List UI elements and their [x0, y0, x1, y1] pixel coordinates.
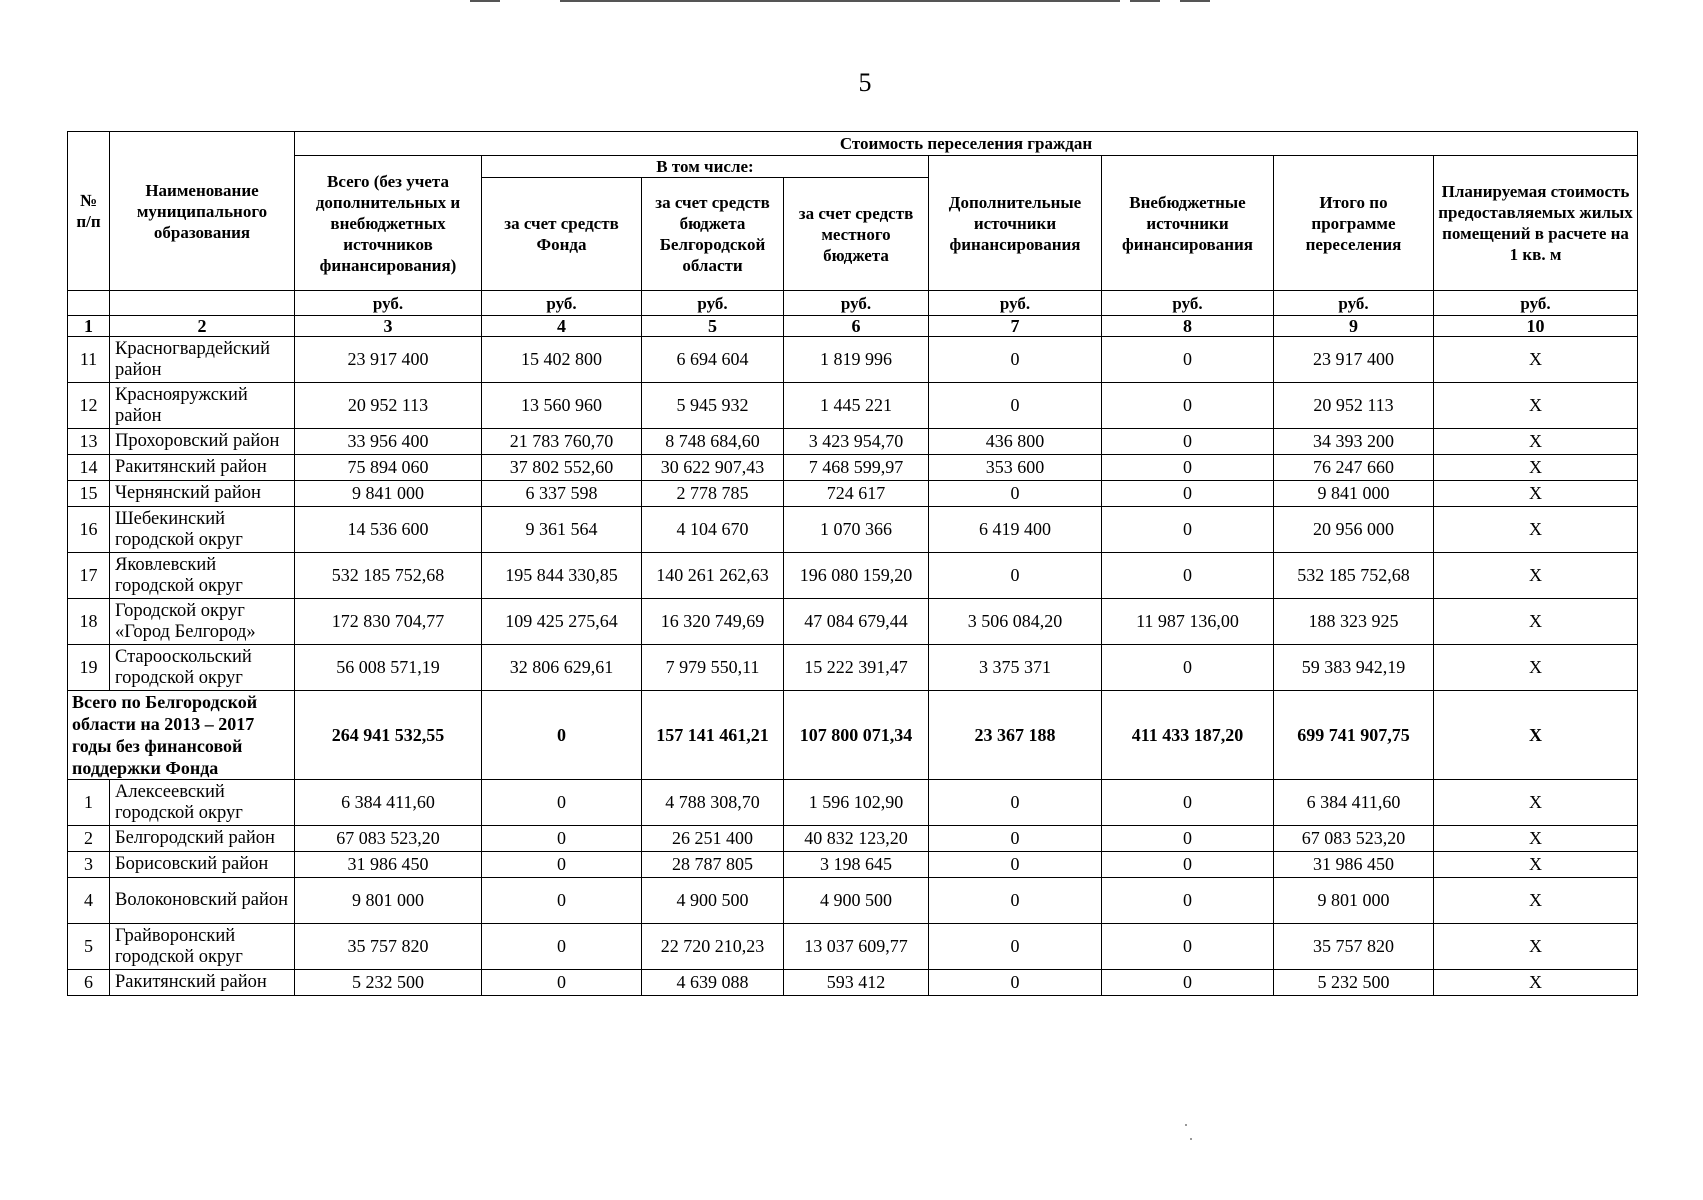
- cell-c4: 32 806 629,61: [482, 645, 642, 691]
- column-number: 1: [68, 316, 110, 337]
- cell-c8: 0: [1102, 481, 1274, 507]
- column-numbers-row: [68, 316, 1638, 337]
- total-c9: 699 741 907,75: [1274, 691, 1434, 780]
- cell-c7: 3 506 084,20: [929, 599, 1102, 645]
- cell-c6: 3 423 954,70: [784, 429, 929, 455]
- cell-c8: 0: [1102, 780, 1274, 826]
- cell-c5: 4 900 500: [642, 878, 784, 924]
- cell-c5: 4 104 670: [642, 507, 784, 553]
- cell-c10: X: [1434, 429, 1638, 455]
- total-c5: 157 141 461,21: [642, 691, 784, 780]
- row-number: 6: [68, 970, 110, 996]
- table-row: [68, 924, 1638, 970]
- municipality-name: Красногвардейский район: [110, 337, 295, 383]
- cell-c6: 1 445 221: [784, 383, 929, 429]
- row-number: 1: [68, 780, 110, 826]
- municipality-name: Ракитянский район: [110, 970, 295, 996]
- cell-c5: 26 251 400: [642, 826, 784, 852]
- cell-c9: 76 247 660: [1274, 455, 1434, 481]
- header-including: В том числе:: [482, 156, 929, 178]
- cell-c10: X: [1434, 553, 1638, 599]
- table-row: [68, 481, 1638, 507]
- unit-empty: [68, 291, 110, 316]
- cell-c3: 75 894 060: [295, 455, 482, 481]
- cell-c7: 0: [929, 852, 1102, 878]
- cell-c10: X: [1434, 337, 1638, 383]
- cell-c10: X: [1434, 780, 1638, 826]
- cell-c9: 532 185 752,68: [1274, 553, 1434, 599]
- column-number: 5: [642, 316, 784, 337]
- column-number: 6: [784, 316, 929, 337]
- unit-label: руб.: [295, 291, 482, 316]
- cell-c4: 109 425 275,64: [482, 599, 642, 645]
- row-number: 2: [68, 826, 110, 852]
- cell-c9: 67 083 523,20: [1274, 826, 1434, 852]
- header-name: Наименование муниципального образования: [110, 132, 295, 291]
- municipality-name: Грайворонский городской округ: [110, 924, 295, 970]
- total-c6: 107 800 071,34: [784, 691, 929, 780]
- row-number: 19: [68, 645, 110, 691]
- unit-label: руб.: [1102, 291, 1274, 316]
- cell-c4: 0: [482, 780, 642, 826]
- cell-c8: 0: [1102, 924, 1274, 970]
- cell-c8: 0: [1102, 645, 1274, 691]
- cell-c3: 5 232 500: [295, 970, 482, 996]
- cell-c4: 13 560 960: [482, 383, 642, 429]
- cell-c5: 2 778 785: [642, 481, 784, 507]
- cell-c6: 40 832 123,20: [784, 826, 929, 852]
- cell-c3: 14 536 600: [295, 507, 482, 553]
- column-number: 8: [1102, 316, 1274, 337]
- municipality-name: Волоконовский район: [110, 878, 295, 924]
- table-row: [68, 507, 1638, 553]
- municipality-name: Белгородский район: [110, 826, 295, 852]
- municipality-name: Алексеевский городской округ: [110, 780, 295, 826]
- header-cost-group: Стоимость переселения граждан: [295, 132, 1638, 156]
- cell-c10: X: [1434, 826, 1638, 852]
- scan-edge-line: [560, 0, 1120, 2]
- cell-c8: 0: [1102, 852, 1274, 878]
- cell-c7: 0: [929, 553, 1102, 599]
- cell-c6: 15 222 391,47: [784, 645, 929, 691]
- cell-c4: 0: [482, 924, 642, 970]
- unit-empty: [110, 291, 295, 316]
- cell-c10: X: [1434, 924, 1638, 970]
- total-c4: 0: [482, 691, 642, 780]
- header-local: за счет средств местного бюджета: [784, 178, 929, 291]
- unit-label: руб.: [1274, 291, 1434, 316]
- cell-c7: 353 600: [929, 455, 1102, 481]
- table-body: [68, 337, 1638, 996]
- table-row: [68, 383, 1638, 429]
- cell-c4: 9 361 564: [482, 507, 642, 553]
- cell-c9: 20 956 000: [1274, 507, 1434, 553]
- cell-c3: 9 801 000: [295, 878, 482, 924]
- cell-c10: X: [1434, 970, 1638, 996]
- scan-edge-line: [1130, 0, 1160, 2]
- cell-c10: X: [1434, 481, 1638, 507]
- cell-c7: 0: [929, 780, 1102, 826]
- cell-c8: 0: [1102, 455, 1274, 481]
- header-fund: за счет средств Фонда: [482, 178, 642, 291]
- table-row: [68, 553, 1638, 599]
- table-row: [68, 852, 1638, 878]
- cell-c3: 23 917 400: [295, 337, 482, 383]
- cell-c4: 21 783 760,70: [482, 429, 642, 455]
- cell-c9: 31 986 450: [1274, 852, 1434, 878]
- cell-c4: 0: [482, 970, 642, 996]
- cell-c10: X: [1434, 852, 1638, 878]
- row-number: 17: [68, 553, 110, 599]
- table-row: [68, 826, 1638, 852]
- municipality-name: Краснояружский район: [110, 383, 295, 429]
- cell-c7: 436 800: [929, 429, 1102, 455]
- cell-c3: 56 008 571,19: [295, 645, 482, 691]
- cell-c4: 6 337 598: [482, 481, 642, 507]
- total-label: Всего по Белгородской области на 2013 – 2017 годы без финансовой поддержки Фонда: [68, 691, 295, 780]
- municipality-name: Чернянский район: [110, 481, 295, 507]
- column-number: 9: [1274, 316, 1434, 337]
- header-planned-cost: Планируемая стоимость предоставляемых жилых помещений в расчете на 1 кв. м: [1434, 156, 1638, 291]
- cell-c3: 9 841 000: [295, 481, 482, 507]
- municipality-name: Борисовский район: [110, 852, 295, 878]
- cell-c7: 0: [929, 337, 1102, 383]
- cell-c6: 47 084 679,44: [784, 599, 929, 645]
- table-row: [68, 878, 1638, 924]
- cell-c10: X: [1434, 878, 1638, 924]
- cell-c3: 31 986 450: [295, 852, 482, 878]
- row-number: 13: [68, 429, 110, 455]
- cell-c9: 9 841 000: [1274, 481, 1434, 507]
- cell-c8: 0: [1102, 553, 1274, 599]
- header-additional: Дополнительные источники финансирования: [929, 156, 1102, 291]
- row-number: 15: [68, 481, 110, 507]
- cell-c3: 6 384 411,60: [295, 780, 482, 826]
- cell-c5: 16 320 749,69: [642, 599, 784, 645]
- cell-c8: 0: [1102, 878, 1274, 924]
- cell-c5: 28 787 805: [642, 852, 784, 878]
- cell-c3: 67 083 523,20: [295, 826, 482, 852]
- scan-edge-line: [470, 0, 500, 2]
- row-number: 5: [68, 924, 110, 970]
- cell-c6: 13 037 609,77: [784, 924, 929, 970]
- cell-c7: 6 419 400: [929, 507, 1102, 553]
- cell-c4: 195 844 330,85: [482, 553, 642, 599]
- cell-c10: X: [1434, 599, 1638, 645]
- total-c8: 411 433 187,20: [1102, 691, 1274, 780]
- table-row: [68, 337, 1638, 383]
- cell-c9: 5 232 500: [1274, 970, 1434, 996]
- cell-c7: 0: [929, 826, 1102, 852]
- cell-c4: 15 402 800: [482, 337, 642, 383]
- row-number: 12: [68, 383, 110, 429]
- column-number: 7: [929, 316, 1102, 337]
- row-number: 18: [68, 599, 110, 645]
- cell-c4: 0: [482, 826, 642, 852]
- scan-speck: [1190, 1138, 1192, 1140]
- table-row: [68, 645, 1638, 691]
- cell-c6: 724 617: [784, 481, 929, 507]
- unit-label: руб.: [642, 291, 784, 316]
- cell-c8: 0: [1102, 337, 1274, 383]
- cell-c10: X: [1434, 507, 1638, 553]
- cell-c3: 172 830 704,77: [295, 599, 482, 645]
- table-row: [68, 780, 1638, 826]
- column-number: 3: [295, 316, 482, 337]
- cell-c8: 0: [1102, 507, 1274, 553]
- cell-c6: 1 070 366: [784, 507, 929, 553]
- cell-c5: 4 788 308,70: [642, 780, 784, 826]
- unit-label: руб.: [1434, 291, 1638, 316]
- municipality-name: Яковлевский городской округ: [110, 553, 295, 599]
- unit-label: руб.: [482, 291, 642, 316]
- cell-c8: 0: [1102, 970, 1274, 996]
- cell-c10: X: [1434, 455, 1638, 481]
- cell-c7: 3 375 371: [929, 645, 1102, 691]
- cell-c3: 20 952 113: [295, 383, 482, 429]
- cell-c9: 35 757 820: [1274, 924, 1434, 970]
- row-number: 4: [68, 878, 110, 924]
- total-c3: 264 941 532,55: [295, 691, 482, 780]
- header-program-total: Итого по программе переселения: [1274, 156, 1434, 291]
- column-number: 2: [110, 316, 295, 337]
- page-number: 5: [858, 68, 872, 97]
- table-row: [68, 429, 1638, 455]
- cell-c10: X: [1434, 383, 1638, 429]
- scan-speck: [1185, 1124, 1187, 1126]
- resettlement-cost-table: [67, 131, 1638, 996]
- cell-c8: 0: [1102, 383, 1274, 429]
- cell-c3: 532 185 752,68: [295, 553, 482, 599]
- cell-c5: 5 945 932: [642, 383, 784, 429]
- cell-c9: 23 917 400: [1274, 337, 1434, 383]
- table-row: [68, 970, 1638, 996]
- cell-c7: 0: [929, 924, 1102, 970]
- cell-c6: 4 900 500: [784, 878, 929, 924]
- cell-c4: 0: [482, 878, 642, 924]
- header-offbudget: Внебюджетные источники финансирования: [1102, 156, 1274, 291]
- cell-c9: 6 384 411,60: [1274, 780, 1434, 826]
- header-num: № п/п: [68, 132, 110, 291]
- table-row: [68, 455, 1638, 481]
- units-row: [68, 291, 1638, 316]
- total-c7: 23 367 188: [929, 691, 1102, 780]
- cell-c8: 11 987 136,00: [1102, 599, 1274, 645]
- unit-label: руб.: [784, 291, 929, 316]
- column-number: 10: [1434, 316, 1638, 337]
- row-number: 14: [68, 455, 110, 481]
- municipality-name: Шебекинский городской округ: [110, 507, 295, 553]
- cell-c6: 196 080 159,20: [784, 553, 929, 599]
- cell-c6: 593 412: [784, 970, 929, 996]
- cell-c4: 37 802 552,60: [482, 455, 642, 481]
- cell-c5: 8 748 684,60: [642, 429, 784, 455]
- cell-c5: 22 720 210,23: [642, 924, 784, 970]
- cell-c5: 30 622 907,43: [642, 455, 784, 481]
- cell-c5: 140 261 262,63: [642, 553, 784, 599]
- row-number: 3: [68, 852, 110, 878]
- header-total-excl: Всего (без учета дополнительных и внебюджетных источников финансирования): [295, 156, 482, 291]
- cell-c9: 20 952 113: [1274, 383, 1434, 429]
- municipality-name: Старооскольский городской округ: [110, 645, 295, 691]
- row-number: 16: [68, 507, 110, 553]
- cell-c4: 0: [482, 852, 642, 878]
- cell-c5: 4 639 088: [642, 970, 784, 996]
- cell-c6: 7 468 599,97: [784, 455, 929, 481]
- cell-c5: 7 979 550,11: [642, 645, 784, 691]
- municipality-name: Прохоровский район: [110, 429, 295, 455]
- cell-c6: 1 819 996: [784, 337, 929, 383]
- header-region: за счет средств бюджета Белгородской области: [642, 178, 784, 291]
- cell-c6: 1 596 102,90: [784, 780, 929, 826]
- cell-c5: 6 694 604: [642, 337, 784, 383]
- cell-c7: 0: [929, 878, 1102, 924]
- cell-c9: 9 801 000: [1274, 878, 1434, 924]
- cell-c7: 0: [929, 383, 1102, 429]
- total-c10: X: [1434, 691, 1638, 780]
- municipality-name: Городской округ «Город Белгород»: [110, 599, 295, 645]
- column-number: 4: [482, 316, 642, 337]
- row-number: 11: [68, 337, 110, 383]
- cell-c6: 3 198 645: [784, 852, 929, 878]
- municipality-name: Ракитянский район: [110, 455, 295, 481]
- table-header: [68, 132, 1638, 337]
- cell-c9: 59 383 942,19: [1274, 645, 1434, 691]
- cell-c9: 34 393 200: [1274, 429, 1434, 455]
- cell-c8: 0: [1102, 826, 1274, 852]
- cell-c8: 0: [1102, 429, 1274, 455]
- scan-edge-line: [1180, 0, 1210, 2]
- cell-c7: 0: [929, 970, 1102, 996]
- cell-c3: 33 956 400: [295, 429, 482, 455]
- table-row: [68, 599, 1638, 645]
- cell-c10: X: [1434, 645, 1638, 691]
- cell-c9: 188 323 925: [1274, 599, 1434, 645]
- total-row: [68, 691, 1638, 780]
- cell-c7: 0: [929, 481, 1102, 507]
- cell-c3: 35 757 820: [295, 924, 482, 970]
- unit-label: руб.: [929, 291, 1102, 316]
